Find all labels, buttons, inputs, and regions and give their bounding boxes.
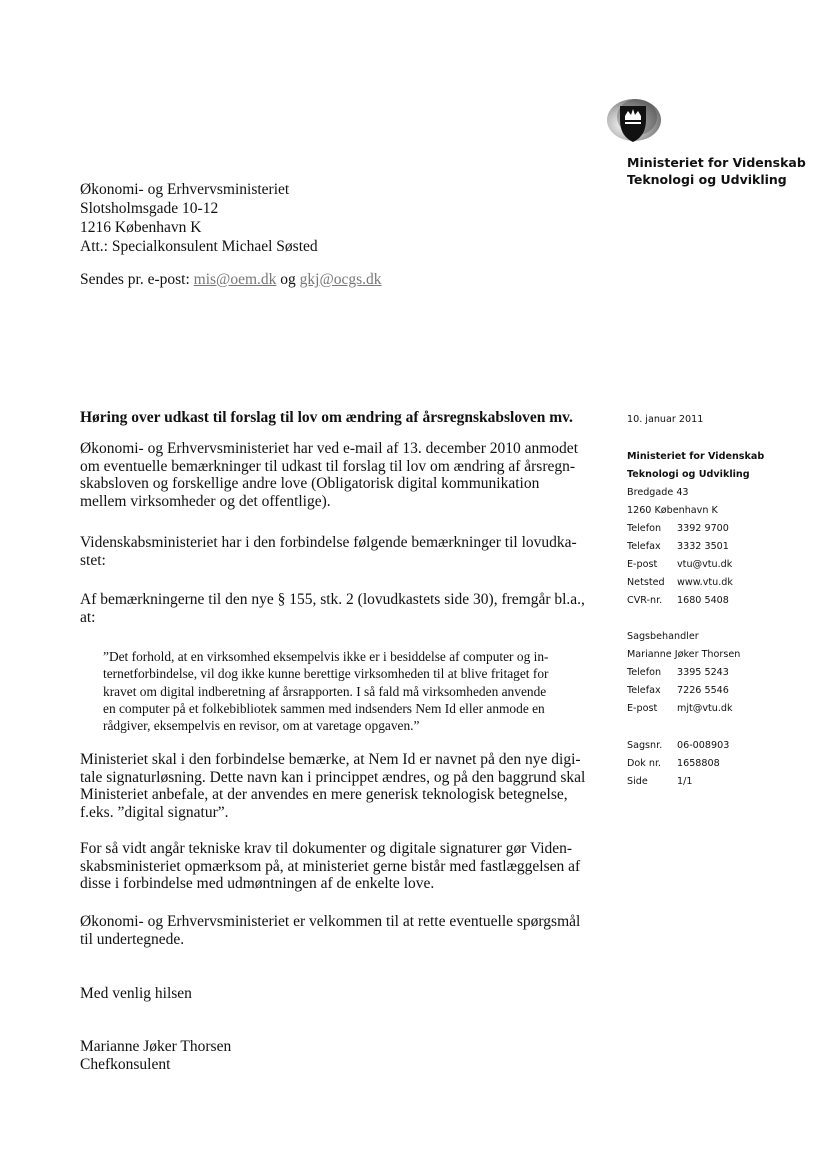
text-line: For så vidt angår tekniske krav til dokumenter og digitale signaturer gør Viden-	[80, 840, 573, 857]
case-label: Side	[627, 776, 648, 787]
contact-row	[627, 577, 733, 588]
contact-row	[627, 595, 729, 606]
contact-label: Telefon	[627, 667, 662, 678]
crown-seal-icon	[604, 96, 668, 148]
paragraph-1	[80, 440, 600, 510]
contact-value: 3332 3501	[677, 541, 729, 552]
sender-name-line2: Teknologi og Udvikling	[627, 172, 787, 187]
paragraph-6	[80, 913, 600, 948]
signer-name: Marianne Jøker Thorsen	[80, 1038, 232, 1055]
handler-heading: Sagsbehandler	[627, 631, 699, 642]
text-line: f.eks. ”digital signatur”.	[80, 803, 229, 821]
sender-ministry-name	[627, 154, 806, 188]
handler-contact-row	[627, 703, 733, 714]
text-line: Økonomi- og Erhvervsministeriet har ved e-mail af 13. december 2010 anmodet	[80, 440, 578, 457]
contact-label: CVR-nr.	[627, 595, 663, 606]
text-line: Økonomi- og Erhvervsministeriet er velkommen til at rette eventuelle spørgsmål	[80, 913, 581, 930]
contact-row	[627, 559, 732, 570]
case-label: Dok nr.	[627, 758, 662, 769]
handler-contact-row	[627, 667, 729, 678]
signer-title: Chefkonsulent	[80, 1055, 171, 1073]
sender-name-line1: Ministeriet for Videnskab	[627, 155, 806, 170]
block-quote	[103, 648, 623, 734]
contact-label: Netsted	[627, 577, 665, 588]
contact-value: 7226 5546	[677, 685, 729, 696]
recipient-line: Økonomi- og Erhvervsministeriet	[80, 181, 290, 198]
text-line: Videnskabsministeriet har i den forbindelse følgende bemærkninger til lovudka-	[80, 534, 577, 551]
recipient-address	[80, 180, 318, 256]
text-line: Af bemærkningerne til den nye § 155, stk. 2 (lovudkastets side 30), fremgår bl.a.,	[80, 591, 585, 608]
case-value: 1658808	[677, 758, 720, 769]
text-line: disse i forbindelse med udmøntningen af de enkelte love.	[80, 875, 435, 893]
closing-salutation	[80, 985, 600, 1003]
contact-row	[627, 541, 729, 552]
letter-subject: Høring over udkast til forslag til lov om ændring af årsregnskabsloven mv.	[80, 409, 573, 426]
contact-label: Telefax	[627, 541, 661, 552]
contact-value: vtu@vtu.dk	[677, 559, 733, 570]
quote-line: kravet om digital indberetning af årsrapporten. I så fald må virksomheden anvende	[103, 683, 547, 699]
paragraph-3	[80, 591, 600, 626]
contact-value: www.vtu.dk	[677, 577, 733, 588]
paragraph-4	[80, 751, 600, 821]
recipient-line: Att.: Specialkonsulent Michael Søsted	[80, 238, 318, 255]
text-line: Ministeriet skal i den forbindelse bemærke, at Nem Id er navnet på den nye digi-	[80, 751, 581, 768]
case-value: 06-008903	[677, 740, 730, 751]
sidebar-city: 1260 København K	[627, 505, 718, 516]
text-line: skabsloven og forskellige andre love (Obligatorisk digital kommunikation	[80, 475, 540, 493]
case-row	[627, 740, 729, 751]
handler-contact-row	[627, 685, 729, 696]
sidebar-org-line1: Ministeriet for Videnskab	[627, 451, 765, 462]
contact-label: E-post	[627, 703, 658, 714]
delivery-line	[80, 271, 382, 289]
email-link-2[interactable]: gkj@ocgs.dk	[299, 271, 382, 288]
text-line: at:	[80, 608, 96, 626]
contact-value: 3395 5243	[677, 667, 729, 678]
paragraph-2	[80, 534, 600, 569]
delivery-prefix: Sendes pr. e-post:	[80, 271, 190, 288]
paragraph-5	[80, 840, 600, 893]
contact-value: mjt@vtu.dk	[677, 703, 733, 714]
contact-label: Telefax	[627, 685, 661, 696]
recipient-line: 1216 København K	[80, 219, 202, 236]
contact-value: 1680 5408	[677, 595, 729, 606]
text-line: Ministeriet anbefale, at der anvendes en mere generisk teknologisk betegnelse,	[80, 786, 568, 804]
contact-row	[627, 523, 729, 534]
text-line: til undertegnede.	[80, 930, 185, 948]
contact-label: Telefon	[627, 523, 662, 534]
signature-block	[80, 1038, 600, 1073]
quote-line: rådgiver, eksempelvis en revisor, om at varetage opgaven.”	[103, 718, 420, 734]
closing-text: Med venlig hilsen	[80, 985, 192, 1002]
delivery-connector: og	[280, 271, 296, 288]
text-line: mellem virksomheder og det offentlige).	[80, 492, 331, 510]
recipient-line: Slotsholmsgade 10-12	[80, 200, 219, 217]
case-row	[627, 758, 720, 769]
case-label: Sagsnr.	[627, 740, 663, 751]
letter-date: 10. januar 2011	[627, 414, 704, 425]
contact-label: E-post	[627, 559, 658, 570]
text-line: om eventuelle bemærkninger til udkast til forslag til lov om ændring af årsregn-	[80, 457, 576, 475]
sidebar-org-line2: Teknologi og Udvikling	[627, 469, 750, 480]
text-line: stet:	[80, 551, 106, 569]
text-line: skabsministeriet opmærksom på, at ministeriet gerne bistår med fastlæggelsen af	[80, 857, 581, 875]
case-value: 1/1	[677, 776, 693, 787]
quote-line: ”Det forhold, at en virksomhed eksempelvis ikke er i besiddelse af computer og in-	[103, 649, 549, 664]
quote-line: en computer på et folkebibliotek sammen med indsenders Nem Id eller anmode en	[103, 700, 545, 716]
text-line: tale signaturløsning. Dette navn kan i princippet ændres, og på den baggrund skal	[80, 768, 586, 786]
case-row	[627, 776, 692, 787]
quote-line: ternetforbindelse, vil dog ikke kunne berettige virksomheden til at blive fritaget for	[103, 666, 549, 682]
handler-name: Marianne Jøker Thorsen	[627, 649, 741, 660]
contact-value: 3392 9700	[677, 523, 729, 534]
email-link-1[interactable]: mis@oem.dk	[193, 271, 277, 288]
sidebar-street: Bredgade 43	[627, 487, 689, 498]
